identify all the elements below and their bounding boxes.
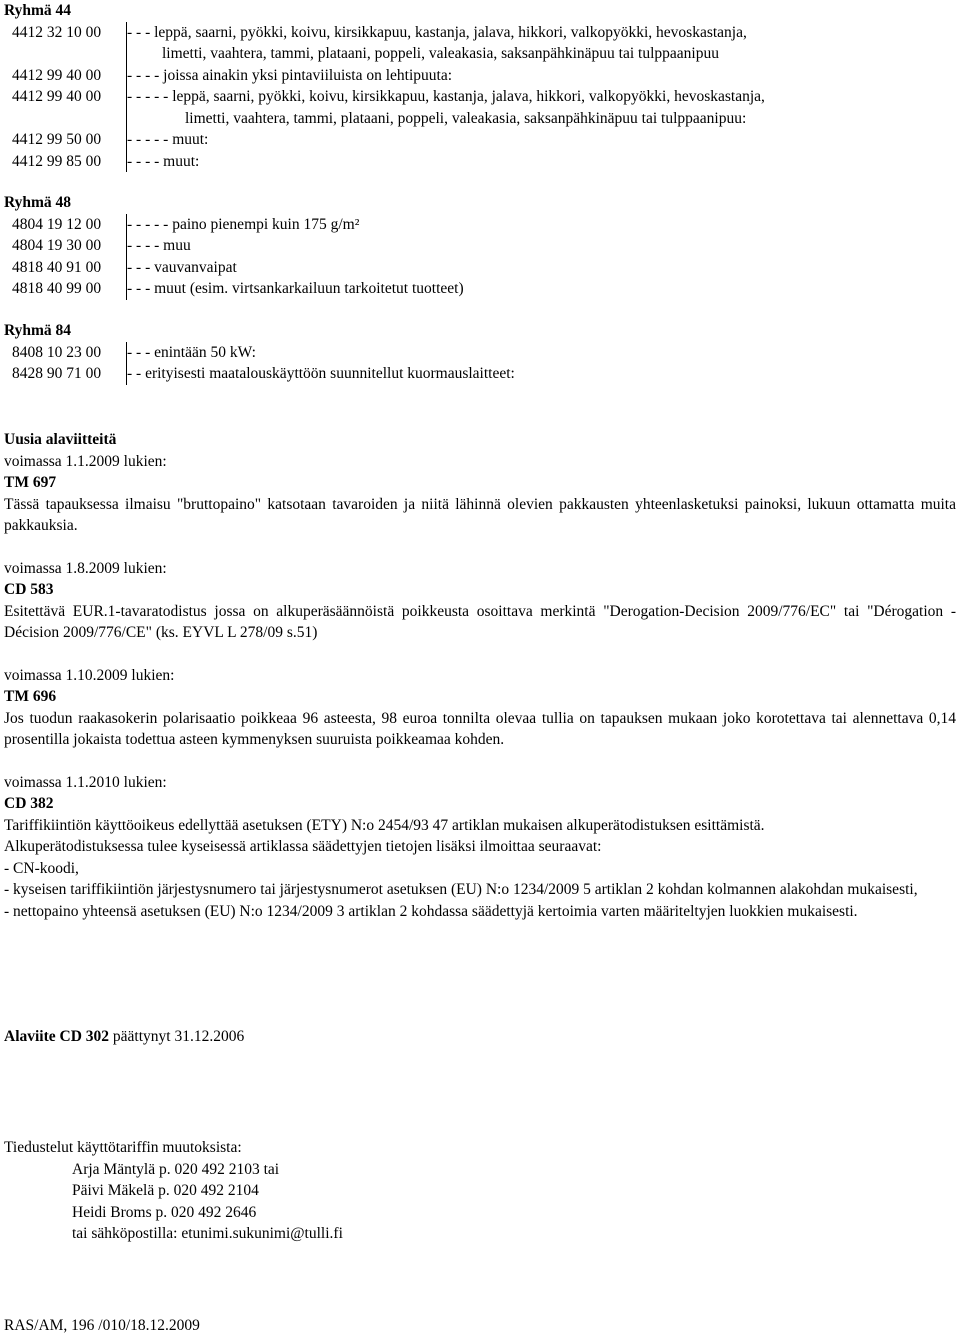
- level-dashes: - - -: [127, 280, 151, 297]
- footnote-date: voimassa 1.1.2009 lukien:: [4, 452, 167, 470]
- group-title: Ryhmä 48: [4, 194, 72, 211]
- page-footer: RAS/AM, 196 /010/18.12.2009: [4, 1317, 200, 1334]
- description: [127, 151, 765, 173]
- level-dashes: - - - -: [127, 66, 160, 84]
- description-text: muut:: [163, 152, 200, 170]
- description-text: paino pienempi kuin 175 g/m²: [172, 215, 360, 233]
- description: [127, 129, 765, 151]
- level-dashes: - - -: [127, 258, 151, 276]
- description-text: enintään 50 kW:: [154, 343, 256, 361]
- description-text: joissa ainakin yksi pintaviiluista on lehtipuuta:: [163, 66, 453, 84]
- level-dashes: - -: [127, 365, 142, 382]
- footnote-date: voimassa 1.10.2009 lukien:: [4, 666, 175, 684]
- table-row: [12, 129, 765, 151]
- table-row: [12, 65, 765, 87]
- ended-footnote-id: Alaviite CD 302: [4, 1028, 110, 1045]
- cn-code: 4804 19 30 00: [12, 235, 127, 257]
- footnote-text: Esitettävä EUR.1-tavaratodistus jossa on alkuperäsäännöistä poikkeusta osoittava merkintä "Derogation-Decision 2009/776/EC" tai "Dérogation - Décision 2009/776/CE" (ks. EYVL L 278/09 s.51): [4, 602, 956, 641]
- footnote-id: TM 697: [4, 474, 57, 491]
- cn-code: 4412 99 50 00: [12, 129, 127, 151]
- description-text: muut:: [172, 131, 209, 148]
- table-row: [12, 235, 464, 257]
- cn-code: 4412 99 85 00: [12, 151, 127, 173]
- footnote-id: TM 696: [4, 688, 57, 705]
- table-row: [12, 151, 765, 173]
- ended-footnote: [4, 1026, 244, 1048]
- footnote-date: voimassa 1.8.2009 lukien:: [4, 559, 167, 577]
- footnote-id: CD 583: [4, 581, 54, 598]
- table-row: [12, 214, 464, 236]
- cn-code: 4804 19 12 00: [12, 214, 127, 236]
- description: [127, 363, 515, 385]
- description-continuation: limetti, vaahtera, tammi, plataani, poppeli, valeakasia, saksanpähkinäpuu tai tulppaanipuu: [162, 45, 719, 62]
- footnote-tm696: [4, 665, 956, 751]
- level-dashes: - - - - -: [127, 131, 169, 148]
- cn-code: 8408 10 23 00: [12, 342, 127, 364]
- description: [127, 65, 765, 87]
- contact-line: tai sähköpostilla: etunimi.sukunimi@tulli.fi: [72, 1225, 343, 1242]
- ended-footnote-text: päättynyt 31.12.2006: [109, 1028, 245, 1045]
- footnote-text: Jos tuodun raakasokerin polarisaatio poikkeaa 96 asteesta, 98 euroa tonnilta olevaa tullia on tapauksen mukaan joko korotettava tai alennettava 0,14 prosentilla jokaista todettua asteen kymmenyksen suuruista poikkeamaa kohden.: [4, 709, 956, 748]
- description-text: muu: [163, 237, 191, 254]
- footnote-list-item: - CN-koodi,: [4, 859, 79, 877]
- description: [127, 278, 464, 300]
- contact-line: Heidi Broms p. 020 492 2646: [72, 1203, 257, 1221]
- tariff-table: [12, 214, 464, 300]
- cn-code: 4412 99 40 00: [12, 86, 127, 129]
- cn-code: 4818 40 99 00: [12, 278, 127, 300]
- table-row: [12, 257, 464, 279]
- level-dashes: - - - -: [127, 237, 160, 254]
- footnotes-section: [4, 429, 956, 922]
- description: [127, 235, 464, 257]
- table-row: [12, 86, 765, 129]
- footnote-list-item: - kyseisen tariffikiintiön järjestysnumero tai järjestysnumerot asetuksen (EU) N:o 1234/2009 5 artiklan 2 kohdan kolmannen alakohdan mukaisesti,: [4, 881, 918, 898]
- level-dashes: - - - - -: [127, 215, 169, 233]
- description-text: muut (esim. virtsankarkailuun tarkoitetut tuotteet): [154, 280, 464, 297]
- footnote-text: Tässä tapauksessa ilmaisu "bruttopaino" katsotaan tavaroiden ja niitä lähinnä olevien pakkausten yhteenlasketuksi painoksi, lukuun ottamatta muita pakkauksia.: [4, 495, 956, 534]
- table-row: [12, 278, 464, 300]
- footnote-text: Tariffikiintiön käyttöoikeus edellyttää asetuksen (ETY) N:o 2454/93 47 artiklan mukaisen alkuperätodistuksen esittämistä.: [4, 816, 765, 834]
- table-row: [12, 342, 515, 364]
- contacts-section: [4, 1137, 343, 1245]
- group-title: Ryhmä 44: [4, 2, 72, 19]
- footnote-id: CD 382: [4, 795, 54, 812]
- group-48: [4, 192, 464, 300]
- level-dashes: - - - -: [127, 152, 160, 170]
- contact-line: Päivi Mäkelä p. 020 492 2104: [72, 1182, 259, 1199]
- table-row: [12, 363, 515, 385]
- footnotes-heading: Uusia alaviitteitä: [4, 431, 117, 448]
- tariff-table: [12, 342, 515, 385]
- footnote-cd583: [4, 558, 956, 644]
- level-dashes: - - -: [127, 343, 151, 361]
- description: [127, 22, 765, 65]
- cn-code: 4818 40 91 00: [12, 257, 127, 279]
- contact-line: Arja Mäntylä p. 020 492 2103 tai: [72, 1160, 280, 1178]
- tariff-table: [12, 22, 765, 173]
- description-text: erityisesti maatalouskäyttöön suunnitellut kuormauslaitteet:: [145, 365, 515, 382]
- footnote-text: Alkuperätodistuksessa tulee kyseisessä artiklassa säädettyjen tietojen lisäksi ilmoittaa seuraavat:: [4, 838, 602, 855]
- cn-code: 4412 99 40 00: [12, 65, 127, 87]
- group-84: [4, 320, 515, 385]
- level-dashes: - - -: [127, 23, 151, 41]
- description-text: vauvanvaipat: [154, 258, 237, 276]
- description: [127, 342, 515, 364]
- description-text: leppä, saarni, pyökki, koivu, kirsikkapuu, kastanja, jalava, hikkori, valkopyökki, hevoskastanja,: [172, 88, 765, 105]
- footnote-tm697: [4, 451, 956, 537]
- group-44: [4, 0, 765, 172]
- description-continuation: limetti, vaahtera, tammi, plataani, poppeli, valeakasia, saksanpähkinäpuu tai tulppaanipuu:: [185, 109, 747, 127]
- footnote-cd382: [4, 772, 956, 923]
- description: [127, 86, 765, 129]
- cn-code: 4412 32 10 00: [12, 22, 127, 65]
- description: [127, 214, 464, 236]
- description-text: leppä, saarni, pyökki, koivu, kirsikkapuu, kastanja, jalava, hikkori, valkopyökki, hevoskastanja,: [154, 23, 747, 41]
- group-title: Ryhmä 84: [4, 322, 72, 339]
- cn-code: 8428 90 71 00: [12, 363, 127, 385]
- footnote-list-item: - nettopaino yhteensä asetuksen (EU) N:o 1234/2009 3 artiklan 2 kohdassa säädettyjä kertoimia varten määriteltyjen luokkien mukaisesti.: [4, 902, 858, 920]
- level-dashes: - - - - -: [127, 88, 169, 105]
- footnote-date: voimassa 1.1.2010 lukien:: [4, 773, 167, 791]
- contacts-heading: Tiedustelut käyttötariffin muutoksista:: [4, 1139, 242, 1156]
- description: [127, 257, 464, 279]
- table-row: [12, 22, 765, 65]
